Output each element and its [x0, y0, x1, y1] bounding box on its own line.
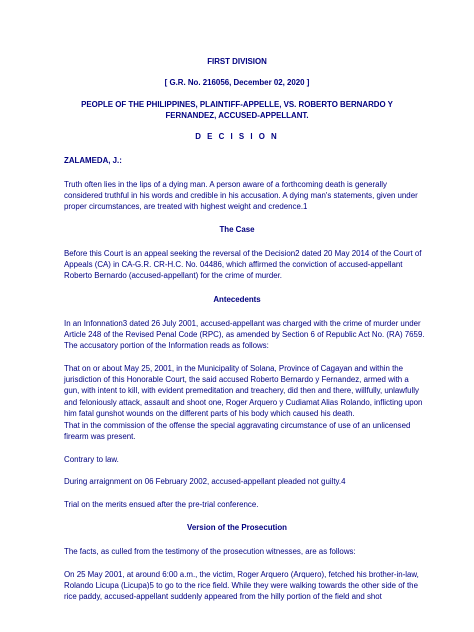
- case-number: [ G.R. No. 216056, December 02, 2020 ]: [164, 78, 310, 87]
- section-title-prosecution: Version of the Prosecution: [187, 523, 287, 532]
- ponente: ZALAMEDA, J.:: [64, 156, 122, 165]
- antecedents-paragraph-4: Contrary to law.: [64, 455, 119, 464]
- antecedents-paragraph-3: That in the commission of the offense the special aggravating circumstance of use of an unlicensed firearm was present.: [64, 421, 411, 442]
- antecedents-paragraph-5: During arraignment on 06 February 2002, accused-appellant pleaded not guilty.4: [64, 477, 346, 486]
- section-title-the-case: The Case: [219, 225, 255, 234]
- division-heading: FIRST DIVISION: [207, 57, 267, 66]
- prosecution-paragraph-2: On 25 May 2001, at around 6:00 a.m., the victim, Roger Arquero (Arquero), fetched his brother-in-law, Rolando Licupa (Licupa)5 to go to the rice field. While they were walking towards the other side of the rice paddy, accused-appellant suddenly appeared from the hilly portion of the field and shot: [64, 570, 419, 602]
- antecedents-paragraph-6: Trial on the merits ensued after the pre-trial conference.: [64, 500, 259, 509]
- intro-paragraph: Truth often lies in the lips of a dying man. A person aware of a forthcoming death is generally considered truthful in his words and credible in his accusation. A dying man's statements, given under proper circumstances, are treated with highest weight and credence.1: [64, 180, 418, 212]
- decision-heading: D E C I S I O N: [195, 132, 279, 141]
- the-case-paragraph: Before this Court is an appeal seeking the reversal of the Decision2 dated 20 May 2014 of the Court of Appeals (CA) in CA-G.R. CR-H.C. No. 04486, which affirmed the conviction of accused-appellant Roberto Bernardo (accused-appellant) for the crime of murder.: [64, 249, 422, 281]
- antecedents-paragraph-1: In an Infonnation3 dated 26 July 2001, accused-appellant was charged with the crime of murder under Article 248 of the Revised Penal Code (RPC), as amended by Section 6 of Republic Act No. (RA) 7659. The accusatory portion of the Information reads as follows:: [64, 319, 425, 351]
- prosecution-paragraph-1: The facts, as culled from the testimony of the prosecution witnesses, are as follows:: [64, 547, 356, 556]
- antecedents-paragraph-2: That on or about May 25, 2001, in the Municipality of Solana, Province of Cagayan and within the jurisdiction of this Honorable Court, the said accused Roberto Bernardo y Fernandez, armed with a gun, with intent to kill, with evident premeditation and treachery, did then and there, willfully, unlawfully and feloniously attack, assault and shoot one, Roger Arquero y Cudiamat Alias Rolando, inflicting upon him fatal gunshot wounds on the different parts of his body which caused his death.: [64, 364, 423, 418]
- section-title-antecedents: Antecedents: [213, 295, 261, 304]
- case-parties: PEOPLE OF THE PHILIPPINES, PLAINTIFF-APPELLE, VS. ROBERTO BERNARDO Y FERNANDEZ, ACCUSED-APPELLANT.: [81, 100, 393, 121]
